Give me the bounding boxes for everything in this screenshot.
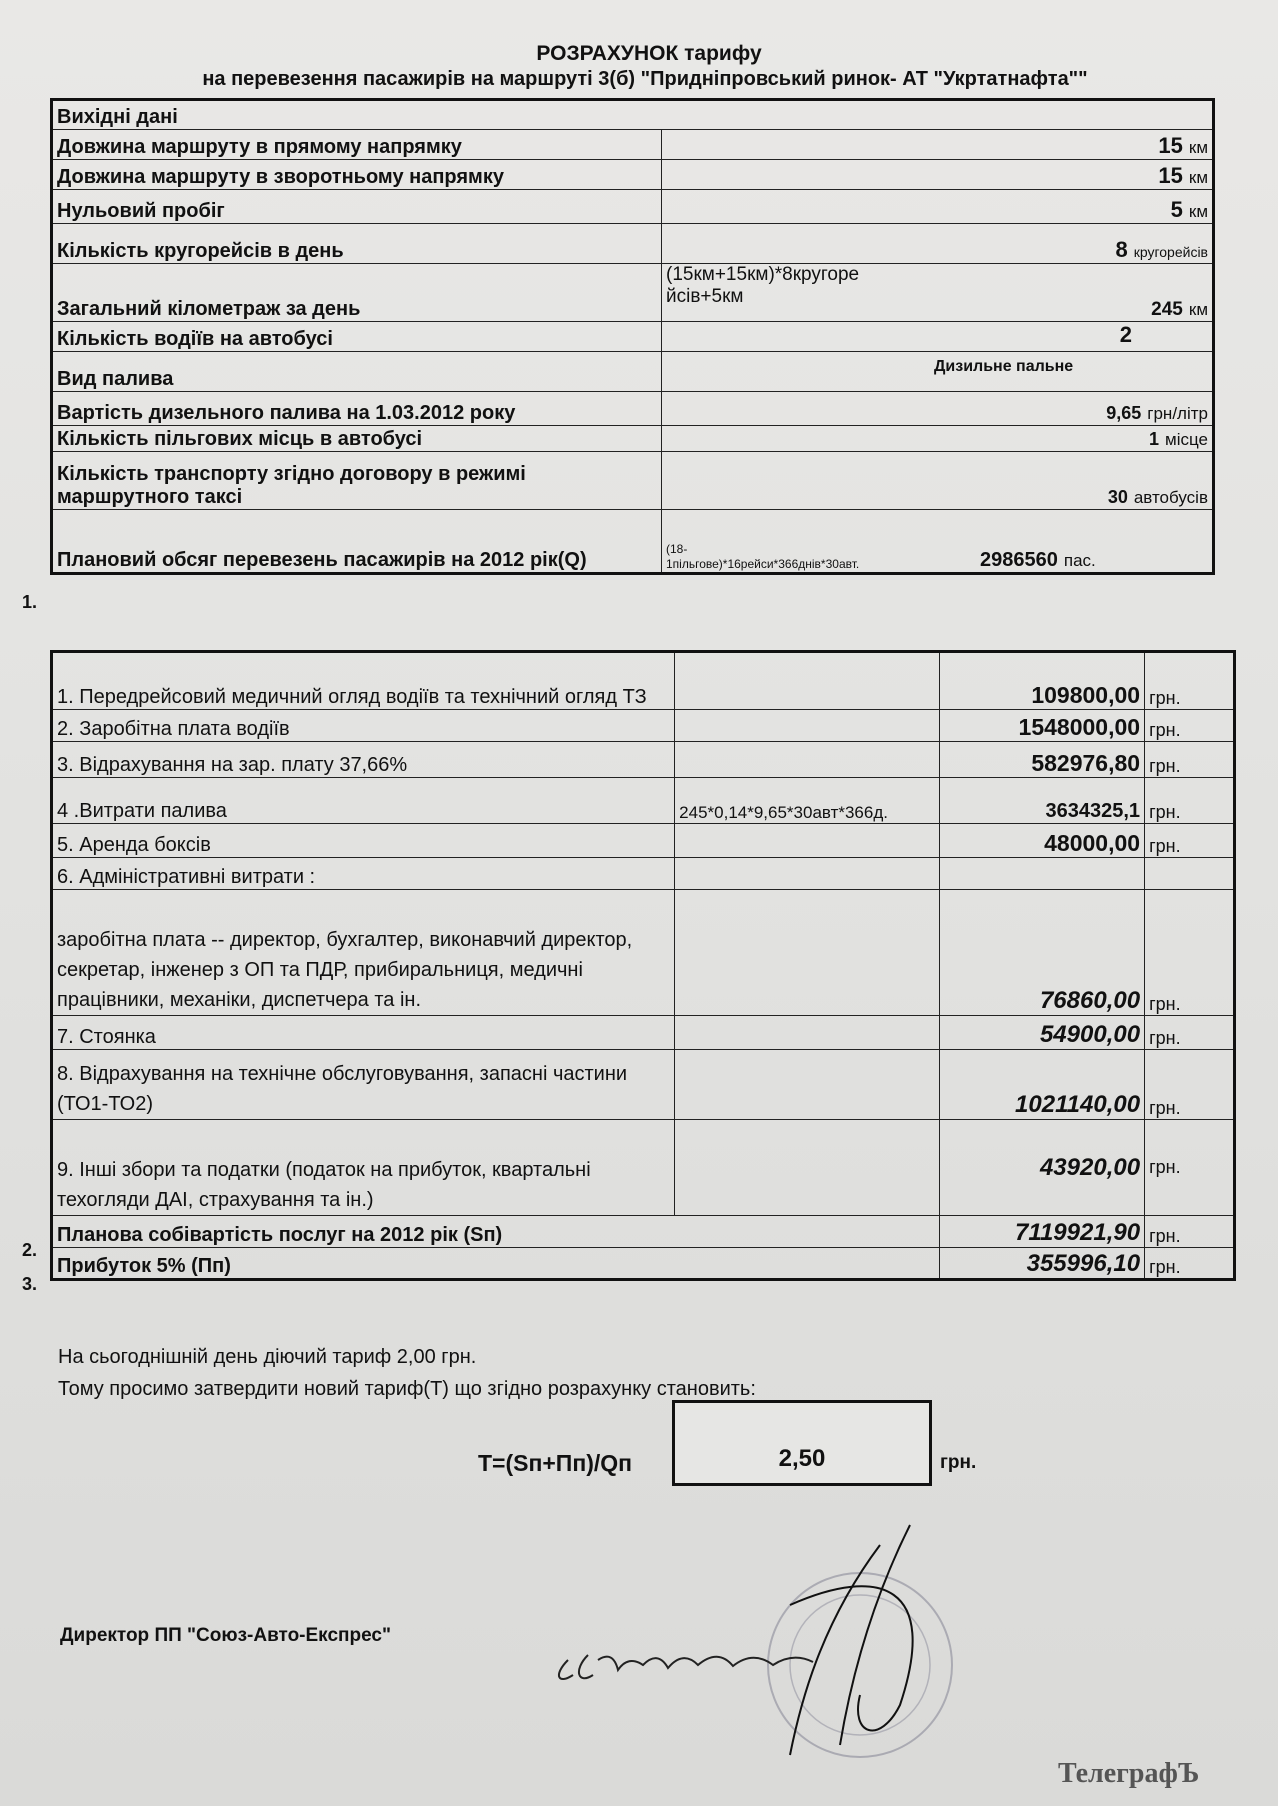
row-value: 9,65: [1106, 403, 1142, 423]
table-row: [52, 652, 1235, 710]
table-row: [52, 160, 1214, 190]
row-label: Кількість водіїв на автобусі: [52, 322, 662, 352]
cost-value: 582976,80: [1031, 750, 1141, 776]
table-row: [52, 426, 1214, 452]
cost-unit: грн.: [1145, 1050, 1235, 1120]
row-value: 2: [1119, 322, 1132, 347]
table-row: [52, 778, 1235, 824]
row-label: Кількість пільгових місць в автобусі: [52, 426, 662, 452]
row-value: Дизильне пальне: [930, 352, 1214, 392]
cost-unit: грн.: [1145, 710, 1235, 742]
tariff-box: [672, 1400, 932, 1486]
row-unit: пас.: [1063, 551, 1096, 570]
row-unit: грн/літр: [1147, 404, 1208, 423]
table-row: [52, 352, 1214, 392]
row-value: 1: [1149, 429, 1160, 449]
row-label: Загальний кілометраж за день: [52, 264, 662, 322]
table-row: [52, 1050, 1235, 1120]
row-value: 2986560: [980, 549, 1058, 571]
profit-label: Прибуток 5% (Пп): [52, 1248, 940, 1280]
request-text: Тому просимо затвердити новий тариф(Т) що згідно розрахунку становить:: [58, 1378, 756, 1400]
row-label: Нульовий пробіг: [52, 190, 662, 224]
row-label: Вид палива: [52, 352, 662, 392]
cost-label: заробітна плата -- директор, бухгалтер, виконавчий директор, секретар, інженер з ОП та ПДР, прибиральниця, медичні працівники, механіки, диспетчера та ін.: [52, 890, 675, 1016]
total-label: Планова собівартість послуг на 2012 рік (Sп): [52, 1216, 940, 1248]
table-row: [52, 510, 1214, 574]
row-unit: місце: [1165, 430, 1208, 449]
total-value: 7119921,90: [1015, 1219, 1141, 1246]
input-heading: Вихідні дані: [52, 100, 1214, 130]
table-row: [52, 858, 1235, 890]
row-unit: кругорейсів: [1133, 244, 1208, 260]
tariff-value: 2,50: [778, 1445, 826, 1472]
row-value: 15: [1158, 133, 1183, 158]
tariff-unit: грн.: [940, 1452, 977, 1473]
cost-note: [675, 652, 940, 710]
table-row: [52, 100, 1214, 130]
row-label: Кількість кругорейсів в день: [52, 224, 662, 264]
tariff-formula: T=(Sп+Пп)/Qп: [478, 1450, 633, 1476]
row-unit: км: [1188, 202, 1208, 221]
cost-note: [675, 710, 940, 742]
cost-label: 3. Відрахування на зар. плату 37,66%: [52, 742, 675, 778]
current-tariff-text: На сьогоднішній день діючий тариф 2,00 грн.: [58, 1346, 477, 1368]
table-row: [52, 452, 1214, 510]
row-number: 2.: [22, 1240, 38, 1260]
cost-unit: грн.: [1145, 778, 1235, 824]
row-number: 3.: [22, 1274, 38, 1294]
table-row: [52, 742, 1235, 778]
cost-unit: грн.: [1145, 890, 1235, 1016]
document-title: РОЗРАХУНОК тарифу: [536, 42, 762, 65]
document-subtitle: на перевезення пасажирів на маршруті 3(б) "Придніпровський ринок- АТ "Укртатнафта"": [202, 68, 1088, 90]
cost-note: [675, 742, 940, 778]
row-value: 15: [1158, 163, 1183, 188]
row-formula-2: 1пільгове)*16рейси*366днів*30авт.: [666, 557, 860, 571]
costs-table: [50, 650, 1236, 1281]
row-formula-1: (18-: [666, 542, 688, 556]
table-row: [52, 392, 1214, 426]
cost-label: 1. Передрейсовий медичний огляд водіїв та технічний огляд ТЗ: [52, 652, 675, 710]
row-value: 30: [1107, 487, 1128, 507]
cost-label: 4 .Витрати палива: [52, 778, 675, 824]
table-row: [52, 1248, 1235, 1280]
row-unit: км: [1188, 168, 1208, 187]
row-unit: автобусів: [1133, 488, 1208, 507]
cost-label: 6. Адміністративні витрати :: [52, 858, 675, 890]
cost-unit: грн.: [1145, 652, 1235, 710]
table-row: [52, 824, 1235, 858]
cost-label: 5. Аренда боксів: [52, 824, 675, 858]
table-row: [52, 224, 1214, 264]
profit-value: 355996,10: [1026, 1250, 1141, 1277]
row-label: Плановий обсяг перевезень пасажирів на 2012 рік(Q): [52, 510, 662, 574]
row-label: Вартість дизельного палива на 1.03.2012 року: [52, 392, 662, 426]
row-unit: км: [1188, 138, 1208, 157]
row-formula: (15км+15км)*8кругоре йсів+5км: [662, 264, 931, 322]
cost-label: 2. Заробітна плата водіїв: [52, 710, 675, 742]
table-row: [52, 1120, 1235, 1216]
director-label: Директор ПП "Союз-Авто-Експрес": [60, 1625, 391, 1646]
cost-unit: грн.: [1145, 1016, 1235, 1050]
cost-label: 7. Стоянка: [52, 1016, 675, 1050]
table-row: [52, 322, 1214, 352]
table-row: [52, 710, 1235, 742]
row-label: Кількість транспорту згідно договору в режимі маршрутного таксі: [52, 452, 662, 510]
table-row: [52, 130, 1214, 160]
handwritten-signature: [548, 1620, 868, 1690]
watermark-logo: ТелеграфЪ: [1058, 1758, 1200, 1789]
cost-value: 76860,00: [1039, 987, 1141, 1014]
cost-unit: грн.: [1145, 1216, 1235, 1248]
table-row: [52, 190, 1214, 224]
cost-note: [675, 824, 940, 858]
cost-value: 54900,00: [1039, 1021, 1141, 1048]
cost-value: 3634325,1: [1045, 800, 1141, 822]
cost-note: 245*0,14*9,65*30авт*366д.: [675, 778, 940, 824]
row-value: 5: [1170, 197, 1183, 222]
table-row: [52, 1016, 1235, 1050]
cost-unit: грн.: [1145, 742, 1235, 778]
cost-unit: грн.: [1145, 1248, 1235, 1280]
cost-unit: грн.: [1145, 1120, 1235, 1216]
row-unit: км: [1188, 300, 1208, 319]
cost-value: 109800,00: [1031, 682, 1141, 708]
table-row: [52, 1216, 1235, 1248]
cost-value: 1021140,00: [1015, 1091, 1141, 1118]
cost-label: 8. Відрахування на технічне обслуговування, запасні частини (ТО1-ТО2): [52, 1050, 675, 1120]
input-data-table: [50, 98, 1215, 575]
cost-unit: грн.: [1145, 824, 1235, 858]
cost-value: 43920,00: [1039, 1153, 1141, 1181]
cost-value: 1548000,00: [1018, 714, 1141, 740]
row-value: 8: [1115, 237, 1128, 262]
cost-label: 9. Інші збори та податки (податок на прибуток, квартальні техогляди ДАІ, страхування та ін.): [52, 1120, 675, 1216]
row-label: Довжина маршруту в прямому напрямку: [52, 130, 662, 160]
table-row: [52, 890, 1235, 1016]
row-value: 245: [1151, 299, 1183, 320]
table-row: [52, 264, 1214, 322]
row-number: 1.: [22, 592, 38, 612]
row-label: Довжина маршруту в зворотньому напрямку: [52, 160, 662, 190]
cost-value: 48000,00: [1044, 830, 1141, 856]
